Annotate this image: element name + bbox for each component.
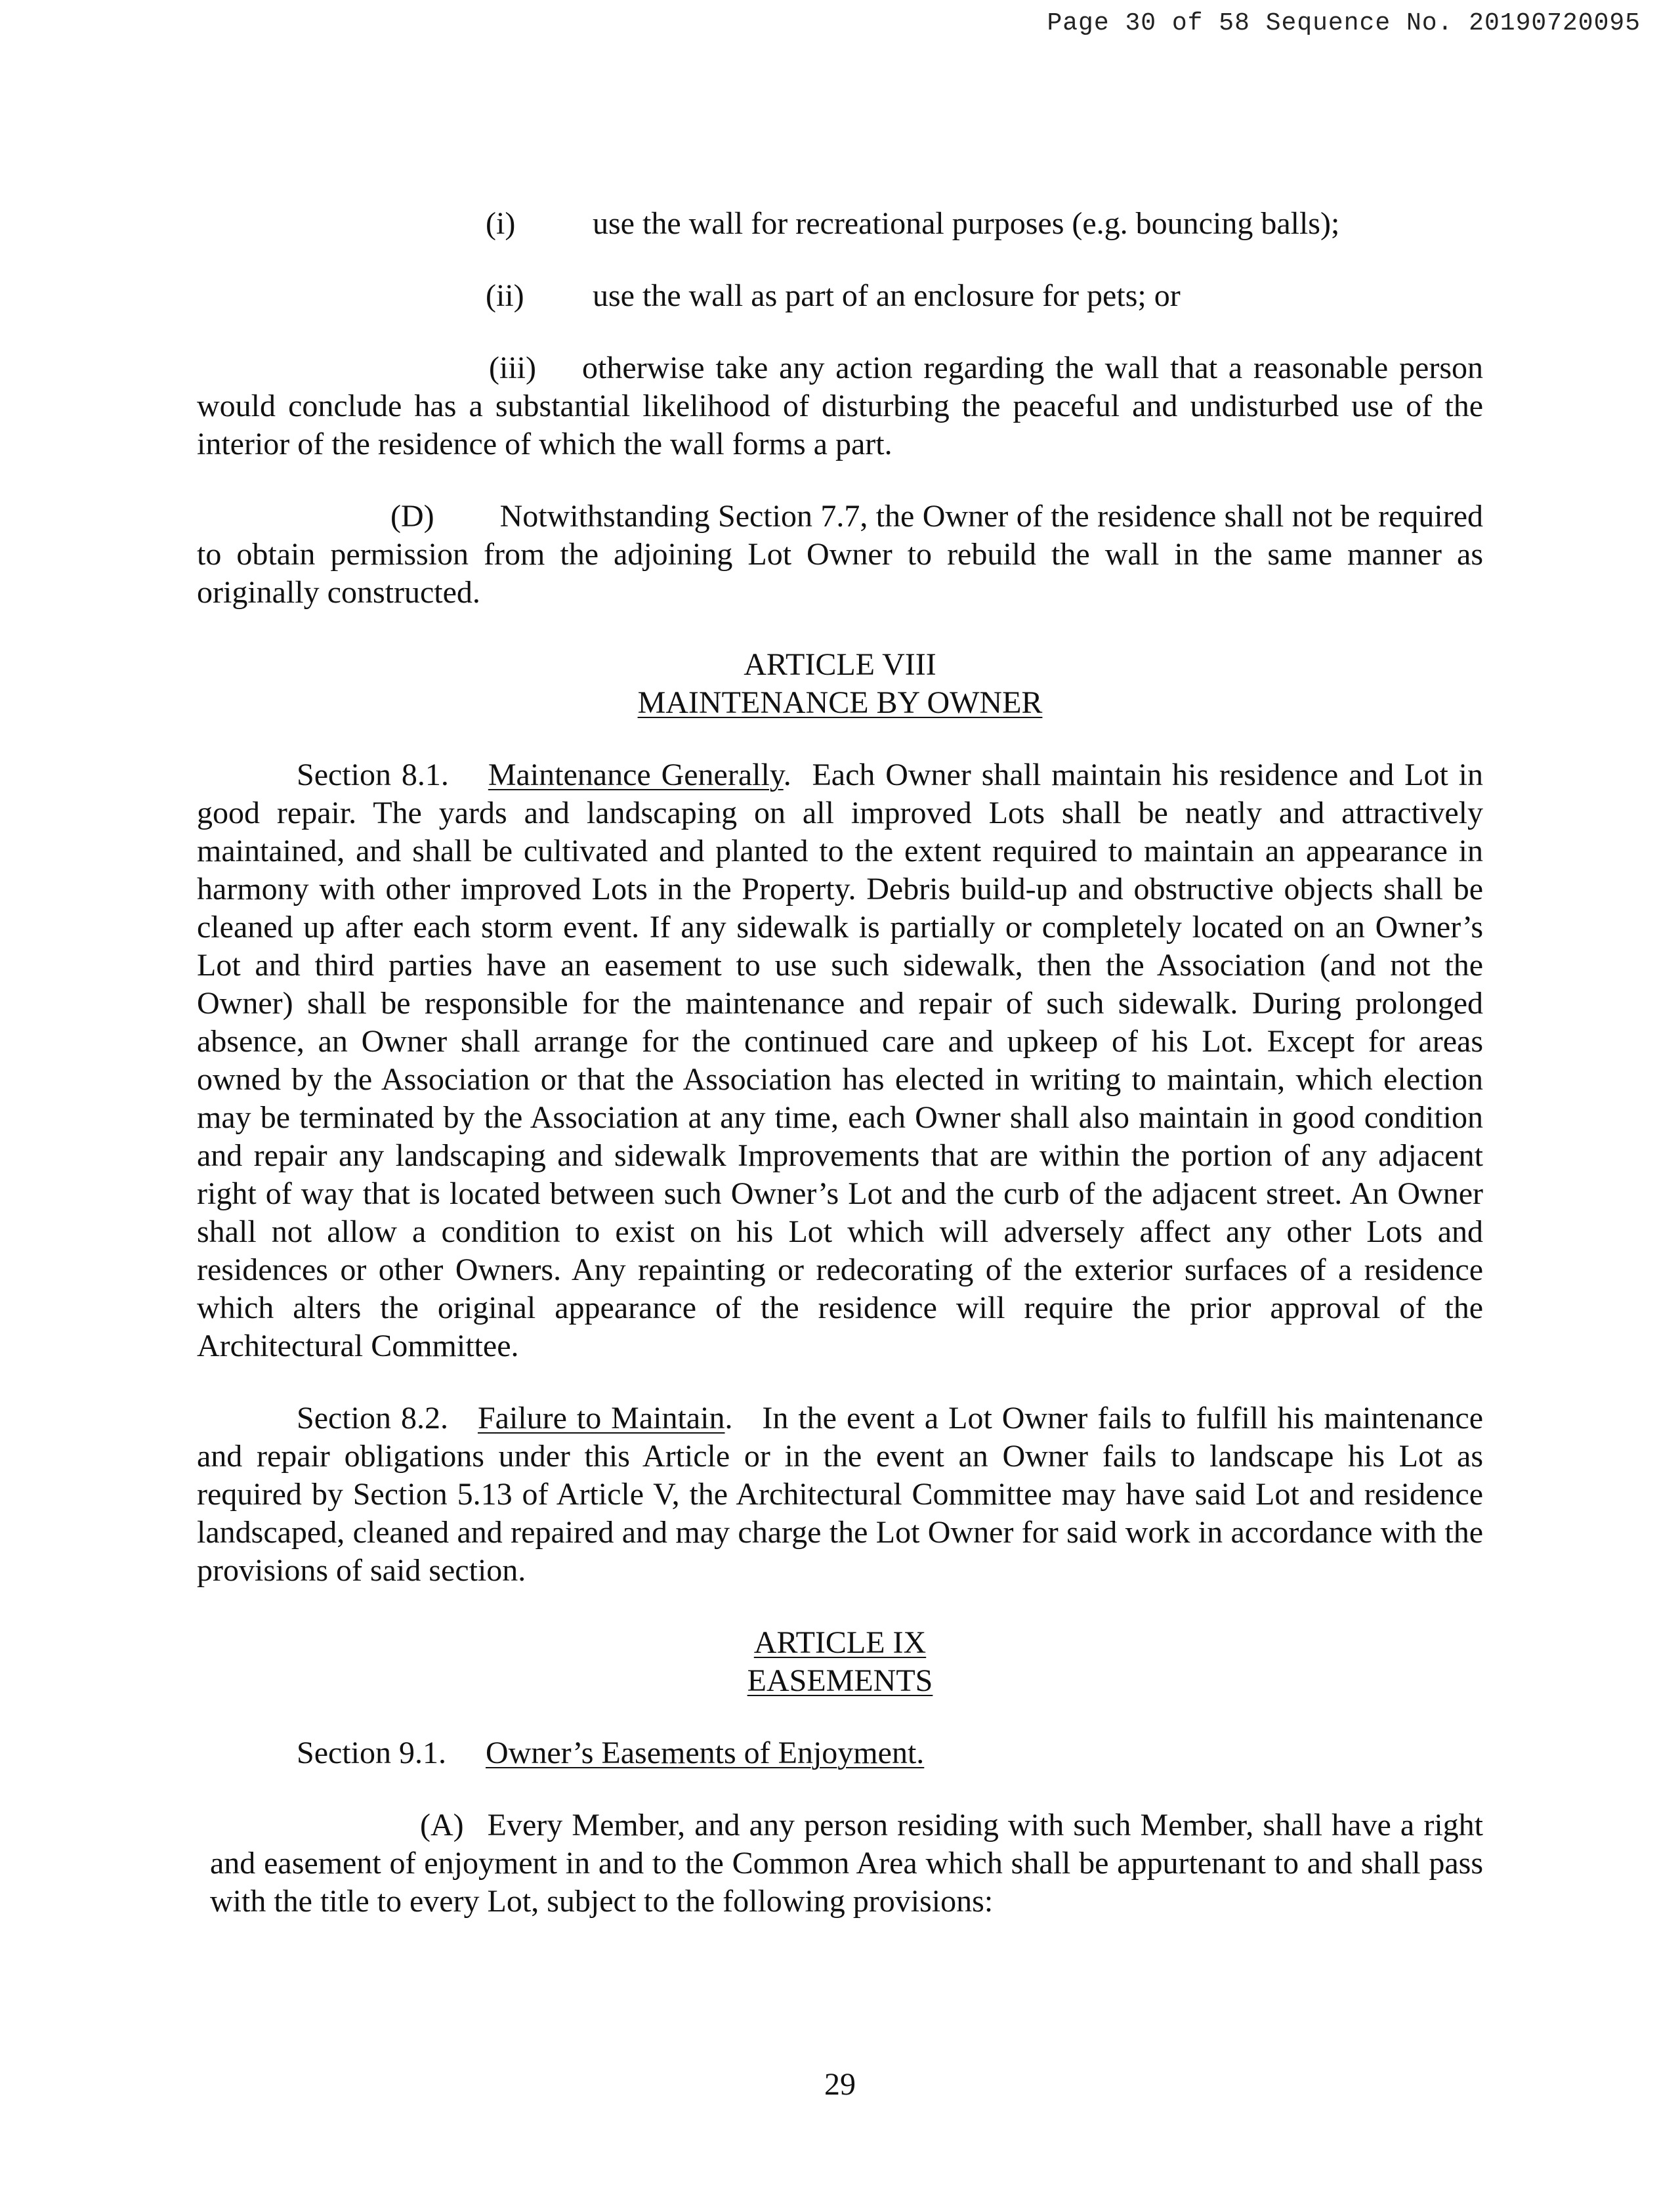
page-sequence-header: Page 30 of 58 Sequence No. 20190720095 (1047, 9, 1641, 37)
item-label: (D) (390, 499, 434, 534)
section-heading: Failure to Maintain (477, 1401, 725, 1436)
section-text: Each Owner shall maintain his residence and Lot in good repair. The yards and landscaping on all improved Lots shall be neatly and attractively maintained, and shall be cultivated and planted to the extent required to maintain an appearance in harmony with other improved Lots in the Property. Debris build-up and obstructive objects shall be cleaned up after each storm event. If any sidewalk is partially or completely located on an Owner’s Lot and third parties have an easement to use such sidewalk, then the Association (and not the Owner) shall be responsible for the maintenance and repair of such sidewalk. During prolonged absence, an Owner shall arrange for the continued care and upkeep of his Lot. Except for areas owned by the Association or that the Association has elected in writing to maintain, which election may be terminated by the Association at any time, each Owner shall also maintain in good condition and repair any landscaping and sidewalk Improvements that are within the portion of any adjacent right of way that is located between such Owner’s Lot and the curb of the adjacent street. An Owner shall not allow a condition to exist on his Lot which will adversely affect any other Lots and residences or other Owners. Any repainting or redecorating of the exterior surfaces of a residence which alters the original appearance of the residence will require the prior approval of the Architectural Committee. (197, 757, 1484, 1363)
paragraph-a (197, 1806, 1483, 1921)
item-text: otherwise take any action regarding the wall that a reasonable person would conclude has a substantial likelihood of disturbing the peaceful and undisturbed use of the interior of the residence of which the wall forms a part. (197, 351, 1483, 461)
article-viii-heading (197, 646, 1483, 722)
item-label: (i) (486, 206, 516, 241)
item-text: use the wall for recreational purposes (e.g. bouncing balls); (593, 206, 1340, 241)
paragraph-d (197, 498, 1483, 612)
article-number: ARTICLE VIII (744, 647, 936, 682)
item-text: Notwithstanding Section 7.7, the Owner of the residence shall not be required to obtain permission from the adjoining Lot Owner to rebuild the wall in the same manner as originally constructed. (197, 499, 1483, 610)
section-number: Section 9.1. (297, 1736, 446, 1770)
section-number: Section 8.1. (297, 757, 449, 792)
section-9-1 (297, 1734, 1483, 1772)
item-text: use the wall as part of an enclosure for pets; or (593, 278, 1181, 313)
section-text: In the event a Lot Owner fails to fulfill his maintenance and repair obligations under this Article or in the event an Owner fails to landscape his Lot as required by Section 5.13 of Article V, the Architectural Committee may have said Lot and residence landscaped, cleaned and repaired and may charge the Lot Owner for said work in accordance with the provisions of said section. (197, 1401, 1484, 1588)
section-8-1: Section 8.1. Maintenance Generally. Each Owner shall maintain his residence and Lot in good repair. The yards and landscaping on all improved Lots shall be neatly and attractively maintained, and shall be cultivated and planted to the extent required to maintain an appearance in harmony with other improved Lots in the Property. Debris build-up and obstructive objects shall be cleaned up after each storm event. If any sidewalk is partially or completely located on an Owner’s Lot and third parties have an easement to use such sidewalk, then the Association (and not the Owner) shall be responsible for the maintenance and repair of such sidewalk. During prolonged absence, an Owner shall arrange for the continued care and upkeep of his Lot. Except for areas owned by the Association or that the Association has elected in writing to maintain, which election may be terminated by the Association at any time, each Owner shall also maintain in good condition and repair any landscaping and sidewalk Improvements that are within the portion of any adjacent right of way that is located between such Owner’s Lot and the curb of the adjacent street. An Owner shall not allow a condition to exist on his Lot which will adversely affect any other Lots and residences or other Owners. Any repainting or redecorating of the exterior surfaces of a residence which alters the original appearance of the residence will require the prior approval of the Architectural Committee. (197, 757, 1484, 1363)
article-title: EASEMENTS (747, 1663, 933, 1698)
document-body (197, 205, 1483, 1955)
section-number: Section 8.2. (297, 1401, 448, 1436)
article-title: MAINTENANCE BY OWNER (637, 685, 1043, 720)
item-text: Every Member, and any person residing with such Member, shall have a right and easement of enjoyment in and to the Common Area which shall be appurtenant to and shall pass with the title to every Lot, subject to the following provisions: (210, 1808, 1483, 1919)
article-ix-heading (197, 1624, 1483, 1700)
item-label: (A) (420, 1808, 464, 1843)
section-heading: Maintenance Generally (488, 757, 784, 792)
section-8-2: Section 8.2. Failure to Maintain. In the event a Lot Owner fails to fulfill his maintenance and repair obligations under this Article or in the event an Owner fails to landscape his Lot as required by Section 5.13 of Article V, the Architectural Committee may have said Lot and residence landscaped, cleaned and repaired and may charge the Lot Owner for said work in accordance with the provisions of said section. (197, 1401, 1484, 1588)
page-number: 29 (824, 2067, 856, 2102)
section-heading: Owner’s Easements of Enjoyment. (485, 1736, 925, 1770)
item-label: (ii) (486, 278, 524, 313)
list-item-ii (197, 277, 1483, 315)
list-item-iii (197, 349, 1483, 463)
article-number: ARTICLE IX (753, 1625, 927, 1660)
item-label: (iii) (489, 351, 536, 385)
list-item-i (197, 205, 1483, 243)
